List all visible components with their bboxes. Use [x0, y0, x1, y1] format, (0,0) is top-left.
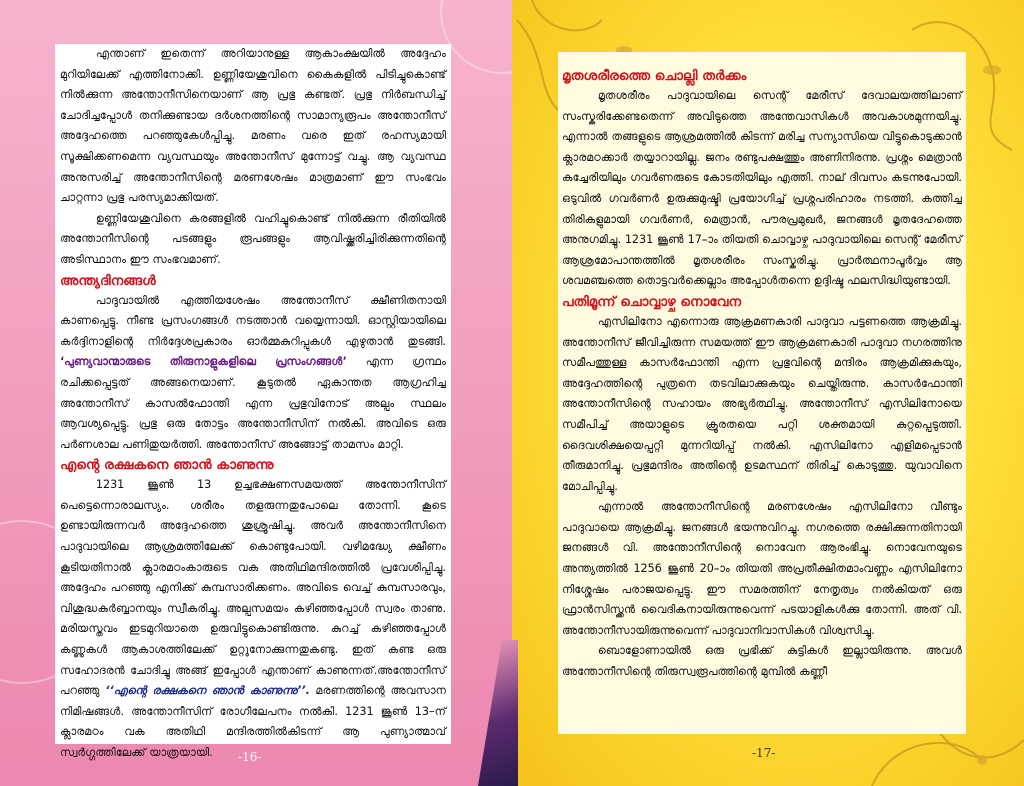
paragraph	[60, 475, 446, 763]
paragraph	[60, 291, 446, 456]
paragraph: എന്നാൽ അന്തോനീസിന്റെ മരണശേഷം എസിലിനോ വീണ്ടും പാദുവായെ ആക്രമിച്ചു. ജനങ്ങൾ ഭയന്നുവിറച്ചു. നഗരത്തെ രക്ഷിക്കുന്നതിനായി ജനങ്ങൾ വി. അന്തോനീസിന്റെ നൊവേന ആരംഭിച്ചു. നൊവേനയുടെ അന്ത്യത്തിൽ 1256 ജൂൺ 20–ാം തിയതി അപ്രതീക്ഷിതമാംവണ്ണം എസിലിനോ നിശ്ശേഷം പരാജയപ്പെട്ടു. ഈ സമരത്തിന് നേതൃത്വം നൽകിയത് ഒരു ഫ്രാൻസിസ്ക്കൻ വൈദികനായിരുന്നുവെന്ന് പടയാളികൾക്കു തോന്നി. അത് വി. അന്തോനീസായിരുന്നുവെന്ന് പാദുവാനിവാസികൾ വിശ്വസിച്ചു.	[562, 500, 962, 637]
section-heading: മൃതശരീരത്തെ ചൊല്ലി തർക്കം	[562, 68, 747, 84]
page-number-left: -16-	[238, 750, 262, 764]
paragraph: മൃതശരീരം പാദുവായിലെ സെന്റ് മേരീസ് ദേവാലയത്തിലാണ് സംസ്കരിക്കേണ്ടതെന്ന് അവിടുത്തെ അന്തേവാസികൾ അവകാശമുന്നയിച്ചു. എന്നാൽ തങ്ങളുടെ ആശ്രമത്തിൽ കിടന്ന് മരിച്ച സന്യാസിയെ വിട്ടുകൊടുക്കാൻ ക്ലാരമഠക്കാർ തയ്യാറായില്ല. ജനം രണ്ടുപക്ഷത്തും അണിനിരന്നു. പ്രശ്നം മെത്രാൻ കച്ചേരിയിലും ഗവർണരുടെ കോടതിയിലും എത്തി. നാല് ദിവസം കടന്നുപോയി. ഒടുവിൽ ഗവർണർ ഉരുക്കുമുഷ്ടി പ്രയോഗിച്ച് പ്രശ്നപരിഹാരം നടത്തി. കത്തിച്ച തിരികളുമായി ഗവർണർ, മെത്രാൻ, പൗരപ്രമുഖർ, ജനങ്ങൾ മൃതദേഹത്തെ അനുഗമിച്ചു. 1231 ജൂൺ 17–ാം തിയതി ചൊവ്വാഴ്ച പാദുവായിലെ സെന്റ് മേരീസ് ആശ്രമോപാന്തത്തിൽ മൃതശരീരം സംസ്കരിച്ചു. പ്രാർത്ഥനാപൂർവ്വം ആ ശവമഞ്ചത്തെ തൊട്ടവർക്കെല്ലാം അപ്പോൾതന്നെ ഉദ്ദിഷ്ട ഫലസിദ്ധിയുണ്ടായി.	[562, 89, 962, 288]
section-heading: അന്ത്യദിനങ്ങൾ	[60, 272, 156, 289]
paragraph: ബൊളോണായിൽ ഒരു പ്രഭിക്ക് കുട്ടികൾ ഇല്ലായിരുന്നു. അവൾ അന്തോനീസിന്റെ തിരുസ്വരൂപത്തിന്റെ മുമ്പിൽ കണ്ണീ	[562, 644, 962, 679]
page-number-right: -17-	[752, 746, 776, 760]
text-run: പാദുവായിൽ എത്തിയശേഷം അന്തോനീസ് ക്ഷീണിതനായി കാണപ്പെട്ടു. നീണ്ട പ്രസംഗങ്ങൾ നടത്താൻ വയ്യെന്നായി. ഓസ്റ്റിയായിലെ കർദ്ദിനാളിന്റെ നിർദ്ദേശപ്രകാരം ഓർമ്മകുറിപ്പുകൾ എഴുതാൻ തുടങ്ങി.	[60, 293, 446, 348]
text-run: 1231 ജൂൺ 13 ഉച്ചഭക്ഷണസമയത്ത് അന്തോനീസിന് പെട്ടെന്നൊരാലസ്യം. ശരീരം തളരുന്നതുപോലെ തോന്നി. കൂടെ ഉണ്ടായിരുന്നവർ അദ്ദേഹത്തെ ശുശ്രൂഷിച്ചു. അവർ അന്തോനീസിനെ പാദുവായിലെ ആശ്രമത്തിലേക്ക് കൊണ്ടുപോയി. വഴിമദ്ധ്യേ ക്ഷീണം കൂടിയതിനാൽ ക്ലാരമഠംകാരുടെ വക അതിഥിമന്ദിരത്തിൽ പ്രവേശിപ്പിച്ചു. അദ്ദേഹം പറഞ്ഞു എനിക്ക് കുമ്പസാരിക്കണം. അവിടെ വെച്ച് കുമ്പസാരവും, വിശുദ്ധകുർബ്ബാനയും സ്വീകരിച്ചു. അല്പസമയം കഴിഞ്ഞപ്പോൾ സ്വരം താണു. മരിയസ്തവം ഇടമുറിയാതെ ഉരുവിട്ടുകൊണ്ടിരുന്നു. കുറച്ച് കഴിഞ്ഞപ്പോൾ കണ്ണുകൾ ആകാശത്തിലേക്ക് ഉറ്റുനോക്കുന്നതുകണ്ടു. ഇത് കണ്ട ഒരു സഹോദരൻ ചോദിച്ചു അങ്ങ് ഇപ്പോൾ എന്താണ് കാണുന്നത്.അന്തോനീസ് പറഞ്ഞു	[60, 478, 446, 698]
book-title: ‘പുണ്യവാന്മാരുടെ തിരുനാളുകളിലെ പ്രസംഗങ്ങൾ’	[60, 355, 347, 369]
paragraph: എസിലിനോ എന്നൊരു ആക്രമണകാരി പാദുവാ പട്ടണത്തെ ആക്രമിച്ചു. അന്തോനീസ് ജീവിച്ചിരുന്ന സമയത്ത് ഈ ആക്രമണകാരി പാദുവാ നഗരത്തിനു സമീപത്തുള്ള കാസർഫോന്തി എന്ന പ്രഭുവിന്റെ മന്ദിരം ആക്രമിക്കുകയും, അദ്ദേഹത്തിന്റെ പുത്രനെ തടവിലാക്കുകയും ചെയ്തിരുന്നു. കാസർഫോന്തി അന്തോനീസിന്റെ സഹായം അഭ്യർത്ഥിച്ചു. അന്തോനീസ് എസിലിനോയെ സമീപിച്ച് അയാളുടെ ക്രൂരതയെ പറ്റി ശക്തമായി കുറ്റപ്പെടുത്തി. ദൈവശിക്ഷയെപ്പറ്റി മുന്നറിയിപ്പ് നൽകി. എസിലിനോ എളിമപ്പെടാൻ തീരുമാനിച്ചു. പ്രഭുമന്ദിരം അതിന്റെ ഉടമസ്ഥന് തിരിച്ച് കൊടുത്തു. യുവാവിനെ മോചിപ്പിച്ചു.	[562, 314, 962, 493]
section-heading: എന്റെ രക്ഷകനെ ഞാൻ കാണുന്നു	[60, 457, 274, 474]
text-run: എന്ന ഗ്രന്ഥം രചിക്കപ്പെട്ടത് അങ്ങനെയാണ്. കൂടുതൽ ഏകാന്തത ആഗ്രഹിച്ച അന്തോനീസ് കാസൽഫോന്തി എന്ന പ്രഭുവിനോട് അല്പം സ്ഥലം ആവശ്യപ്പെട്ടു. പ്രഭു ഒരു തോട്ടം അന്തോനീസിന് നൽകി. അവിടെ ഒരു പർണശാല പണിതുയർത്തി. അന്തോനീസ് അങ്ങോട്ട് താമസം മാറ്റി.	[60, 355, 446, 451]
section-heading: പതിമൂന്ന് ചൊവ്വാഴ്ച നൊവേന	[562, 293, 742, 310]
quotation: ‘‘എന്റെ രക്ഷകനെ ഞാൻ കാണുന്നു’’.	[105, 684, 310, 698]
right-page-text-panel	[558, 52, 966, 734]
text-run: മരണത്തിന്റെ അവസാന നിമിഷങ്ങൾ. അന്തോനീസിന് രോഗീലേപനം നൽകി. 1231 ജൂൺ 13–ന് ക്ലാരമഠം വക അതിഥി മന്ദിരത്തിൽകിടന്ന് ആ പുണ്യാത്മാവ് സ്വർഗ്ഗത്തിലേക്ക് യാത്രയായി.	[60, 684, 447, 759]
paragraph: ഉണ്ണിയേശുവിനെ കരങ്ങളിൽ വഹിച്ചുകൊണ്ട് നിൽക്കുന്ന രീതിയിൽ അന്തോനീസിന്റെ പടങ്ങളും രൂപങ്ങളും ആവിഷ്ക്കരിച്ചിരിക്കുന്നതിന്റെ അടിസ്ഥാനം ഈ സംഭവമാണ്.	[60, 211, 446, 266]
paragraph: എന്താണ് ഇതെന്ന് അറിയാനുള്ള ആകാംക്ഷയിൽ അദ്ദേഹം മുറിയിലേക്ക് എത്തിനോക്കി. ഉണ്ണിയേശുവിനെ കൈകളിൽ പിടിച്ചുകൊണ്ട് നിൽക്കുന്ന അന്തോനീസിനെയാണ് ആ പ്രഭു കണ്ടത്. പ്രഭു നിർബന്ധിച്ച് ചോദിച്ചപ്പോൾ തനിക്കുണ്ടായ ദർശനത്തിന്റെ സാമാന്യരൂപം അന്തോനീസ് അദ്ദേഹത്തെ പറഞ്ഞുകേൾപ്പിച്ചു. മരണം വരെ ഇത് രഹസ്യമായി സൂക്ഷിക്കണമെന്ന വ്യവസ്ഥയും അന്തോനീസ് മുന്നോട്ട് വച്ചു. ആ വ്യവസ്ഥ അനുസരിച്ച് അന്തോനീസിന്റെ മരണശേഷം മാത്രമാണ് ഈ സംഭവം ചാറ്റന്നാ പ്രഭു പരസ്യമാക്കിയത്.	[60, 47, 446, 205]
